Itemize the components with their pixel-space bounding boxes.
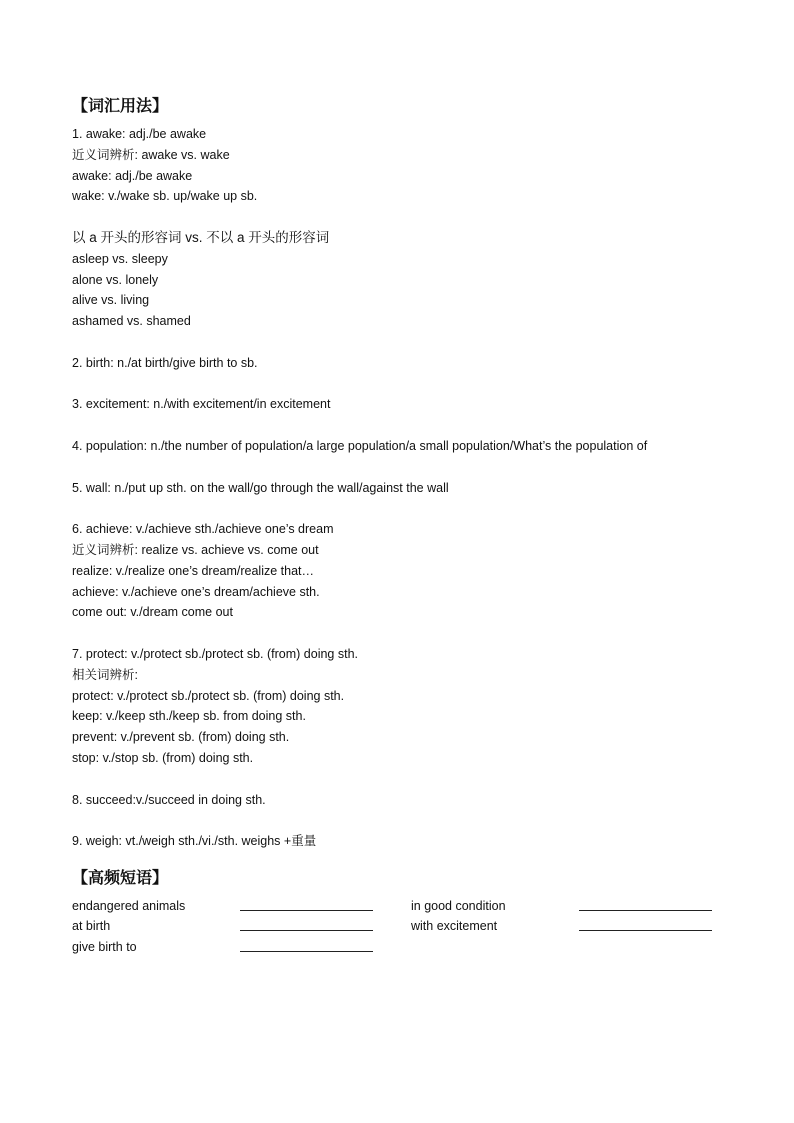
phrase-label: with excitement [411,918,498,933]
blank-line [72,810,732,831]
phrase-label: give birth to [72,939,137,954]
blank-line [72,207,732,228]
vocab-line: 9. weigh: vt./weigh sth./vi./sth. weighs +重量 [72,834,317,849]
phrase-row [72,937,732,958]
vocab-line: achieve: v./achieve one’s dream/achieve sth. [72,584,320,599]
vocab-line: ashamed vs. shamed [72,314,191,329]
blank-line [72,457,732,478]
vocab-line: 4. population: n./the number of population/a large population/a small population/What’s the population of [72,438,648,453]
vocab-line: 1. awake: adj./be awake [72,127,207,141]
phrase-section [72,864,732,960]
vocab-line: 以 a 开头的形容词 vs. 不以 a 开头的形容词 [72,229,330,245]
phrase-label: at birth [72,918,111,933]
vocab-line: prevent: v./prevent sb. (from) doing sth. [72,730,290,745]
vocab-line: 3. excitement: n./with excitement/in excitement [72,397,331,412]
answer-blank[interactable] [579,916,712,931]
vocab-line: 近义词辨析: realize vs. achieve vs. come out [72,542,319,557]
vocab-line: alone vs. lonely [72,272,159,287]
vocab-line: protect: v./protect sb./protect sb. (from) doing sth. [72,688,345,703]
vocab-line: 5. wall: n./put up sth. on the wall/go through the wall/against the wall [72,480,449,495]
vocab-line: asleep vs. sleepy [72,251,168,266]
phrase-label: endangered animals [72,898,186,913]
vocab-line: wake: v./wake sb. up/wake up sb. [72,189,258,204]
answer-blank[interactable] [240,937,373,952]
vocab-line: 近义词辨析: awake vs. wake [72,147,230,162]
answer-blank[interactable] [579,896,712,911]
vocab-line: 相关词辨析: [72,667,138,682]
blank-line [72,498,732,519]
vocab-line: realize: v./realize one’s dream/realize that… [72,563,315,578]
vocab-line: 2. birth: n./at birth/give birth to sb. [72,355,258,370]
vocab-line: 7. protect: v./protect sb./protect sb. (from) doing sth. [72,646,358,661]
vocab-section-title: 【词汇用法】 [72,98,169,115]
phrase-row [72,896,732,917]
blank-line [72,415,732,436]
phrase-grid [72,896,732,960]
blank-line [72,623,732,644]
answer-blank[interactable] [240,896,373,911]
blank-line [72,374,732,395]
vocab-line: stop: v./stop sb. (from) doing sth. [72,750,254,765]
worksheet-page [72,92,732,960]
vocab-lines [72,124,732,852]
vocab-line: 6. achieve: v./achieve sth./achieve one’s dream [72,522,334,537]
vocab-line: 8. succeed:v./succeed in doing sth. [72,792,266,807]
phrase-row [72,916,732,937]
vocab-line: keep: v./keep sth./keep sb. from doing sth. [72,709,306,724]
blank-line [72,332,732,353]
blank-line [72,769,732,790]
vocab-line: come out: v./dream come out [72,605,233,620]
phrase-label: in good condition [411,898,506,913]
answer-blank[interactable] [240,916,373,931]
vocab-line: alive vs. living [72,293,150,308]
vocab-line: awake: adj./be awake [72,168,193,183]
phrase-section-title: 【高频短语】 [72,869,169,887]
